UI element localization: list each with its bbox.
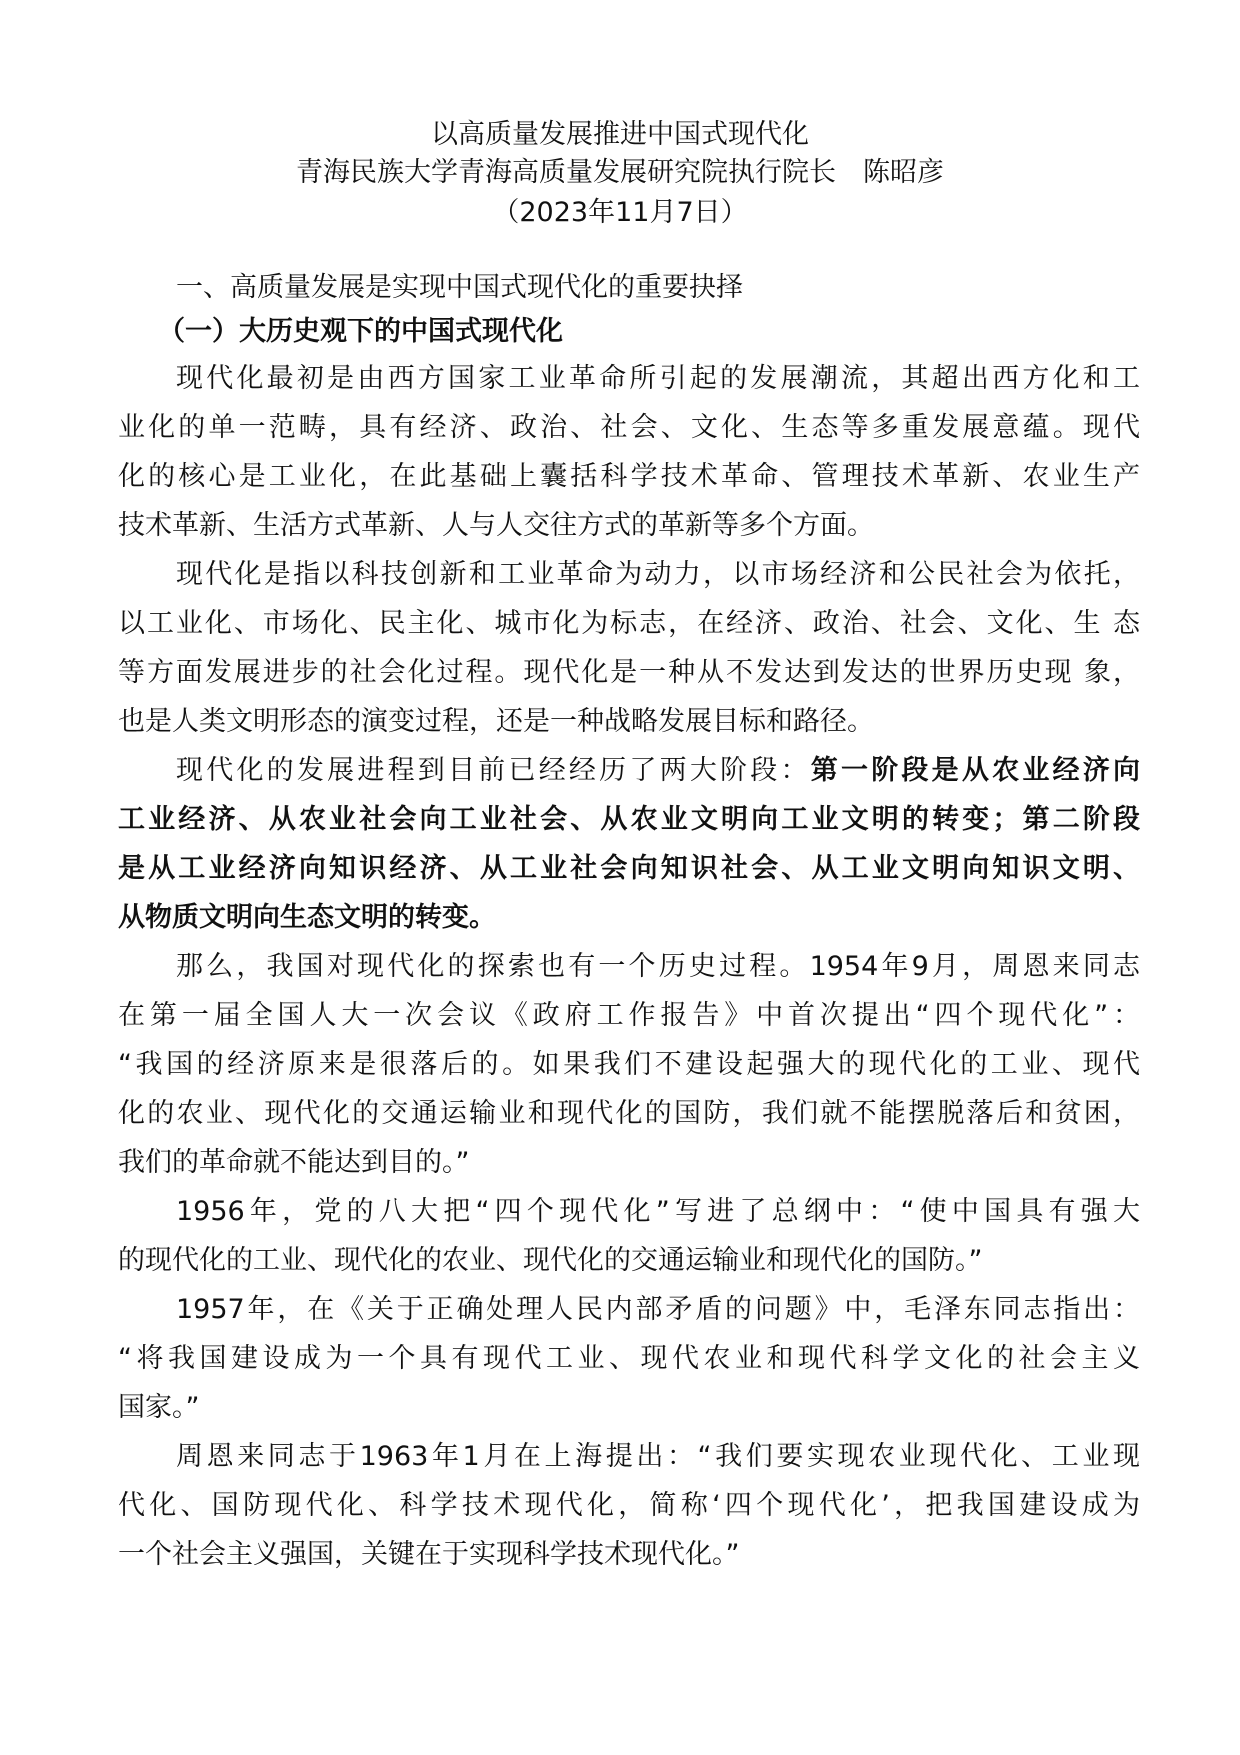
document-title: 以高质量发展推进中国式现代化 <box>431 119 809 150</box>
paragraph-line: 化的农业、现代化的交通运输业和现代化的国防，我们就不能摆脱落后和贫困， <box>118 1098 1140 1129</box>
paragraph-line: 1956年，党的八大把“四个现代化”写进了总纲中：“使中国具有强大 <box>176 1196 1140 1227</box>
paragraph-line: 一个社会主义强国，关键在于实现科学技术现代化。” <box>118 1539 740 1570</box>
paragraph-line: 周恩来同志于1963年1月在上海提出：“我们要实现农业现代化、工业现 <box>176 1441 1140 1472</box>
emphasis-line: 工业经济、从农业社会向工业社会、从农业文明向工业文明的转变；第二阶段 <box>118 804 1140 835</box>
paragraph-line: 技术革新、生活方式革新、人与人交往方式的革新等多个方面。 <box>118 510 874 541</box>
paragraph-line: 的现代化的工业、现代化的农业、现代化的交通运输业和现代化的国防。” <box>118 1245 983 1276</box>
subsection-heading: （一）大历史观下的中国式现代化 <box>158 316 563 347</box>
paragraph-line: 1957年，在《关于正确处理人民内部矛盾的问题》中，毛泽东同志指出： <box>176 1294 1140 1325</box>
section-heading: 一、高质量发展是实现中国式现代化的重要抉择 <box>176 272 743 303</box>
paragraph-line: 业化的单一范畴，具有经济、政治、社会、文化、生态等多重发展意蕴。现代 <box>118 412 1140 443</box>
paragraph-line <box>176 746 1140 795</box>
emphasis-line: 从物质文明向生态文明的转变。 <box>118 902 496 933</box>
paragraph-line: “我国的经济原来是很落后的。如果我们不建设起强大的现代化的工业、现代 <box>118 1049 1140 1080</box>
author-line: 青海民族大学青海高质量发展研究院执行院长 陈昭彦 <box>296 157 944 188</box>
paragraph-line: 代化、国防现代化、科学技术现代化，简称‘四个现代化’，把我国建设成为 <box>118 1490 1140 1521</box>
paragraph-line: 等方面发展进步的社会化过程。现代化是一种从不发达到发达的世界历史现 象， <box>118 657 1140 688</box>
paragraph-line: 化的核心是工业化，在此基础上囊括科学技术革命、管理技术革新、农业生产 <box>118 461 1140 492</box>
paragraph-line: “将我国建设成为一个具有现代工业、现代农业和现代科学文化的社会主义 <box>118 1343 1140 1374</box>
paragraph-line: 现代化是指以科技创新和工业革命为动力，以市场经济和公民社会为依托， <box>176 559 1140 590</box>
paragraph-line: 那么，我国对现代化的探索也有一个历史过程。1954年9月，周恩来同志 <box>176 951 1140 982</box>
paragraph-line: 我们的革命就不能达到目的。” <box>118 1147 470 1178</box>
paragraph-line: 现代化最初是由西方国家工业革命所引起的发展潮流，其超出西方化和工 <box>176 363 1140 394</box>
paragraph-line: 以工业化、市场化、民主化、城市化为标志，在经济、政治、社会、文化、生 态 <box>118 608 1140 639</box>
emphasis-text: 第一阶段是从农业经济向 <box>810 755 1141 786</box>
date-line: （2023年11月7日） <box>492 197 748 228</box>
paragraph-intro-text: 现代化的发展进程到目前已经经历了两大阶段： <box>176 755 811 786</box>
paragraph-line: 在第一届全国人大一次会议《政府工作报告》中首次提出“四个现代化”： <box>118 1000 1140 1031</box>
paragraph-line: 也是人类文明形态的演变过程，还是一种战略发展目标和路径。 <box>118 706 874 737</box>
paragraph-line: 国家。” <box>118 1392 200 1423</box>
emphasis-line: 是从工业经济向知识经济、从工业社会向知识社会、从工业文明向知识文明、 <box>118 853 1140 884</box>
